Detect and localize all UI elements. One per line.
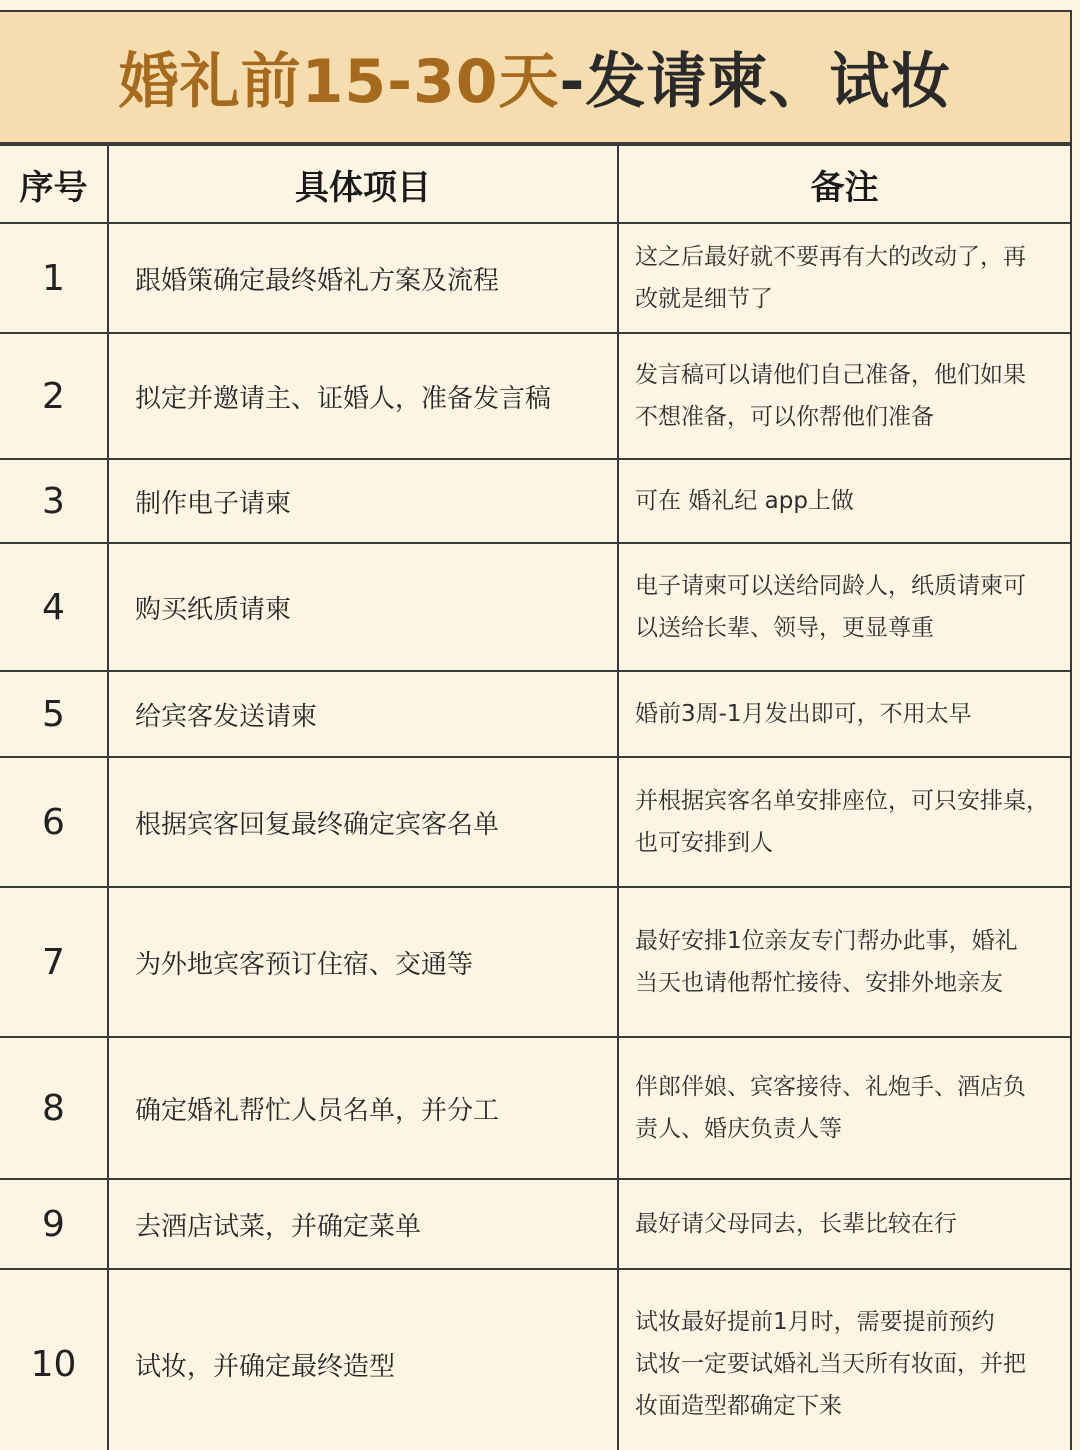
row-number: 5 bbox=[0, 671, 108, 757]
table-row bbox=[0, 223, 1070, 333]
note-line: 试妆最好提前1月时，需要提前预约 bbox=[635, 1309, 995, 1335]
row-number: 8 bbox=[0, 1037, 108, 1179]
table-row bbox=[0, 887, 1070, 1037]
note-line: 以送给长辈、领导，更显尊重 bbox=[635, 615, 934, 641]
note-line: 这之后最好就不要再有大的改动了，再 bbox=[635, 244, 1026, 270]
row-note bbox=[618, 887, 1070, 1037]
table-row bbox=[0, 543, 1070, 671]
row-note bbox=[618, 543, 1070, 671]
note-line: 妆面造型都确定下来 bbox=[635, 1393, 842, 1419]
row-item: 去酒店试菜，并确定菜单 bbox=[108, 1179, 618, 1269]
note-line: 婚前3周-1月发出即可，不用太早 bbox=[635, 701, 972, 727]
row-note bbox=[618, 1037, 1070, 1179]
table-row bbox=[0, 757, 1070, 887]
header-no: 序号 bbox=[0, 145, 108, 223]
table-row bbox=[0, 1269, 1070, 1450]
row-number: 6 bbox=[0, 757, 108, 887]
table-row bbox=[0, 1037, 1070, 1179]
row-item: 确定婚礼帮忙人员名单，并分工 bbox=[108, 1037, 618, 1179]
row-number: 2 bbox=[0, 333, 108, 459]
note-line: 并根据宾客名单安排座位，可只安排桌， bbox=[635, 788, 1049, 814]
row-item: 试妆，并确定最终造型 bbox=[108, 1269, 618, 1450]
table-row bbox=[0, 671, 1070, 757]
note-line: 伴郎伴娘、宾客接待、礼炮手、酒店负 bbox=[635, 1074, 1026, 1100]
checklist-frame bbox=[0, 10, 1072, 1450]
row-number: 10 bbox=[0, 1269, 108, 1450]
note-line: 发言稿可以请他们自己准备，他们如果 bbox=[635, 362, 1026, 388]
note-line: 改就是细节了 bbox=[635, 286, 773, 312]
row-number: 1 bbox=[0, 223, 108, 333]
note-line: 最好安排1位亲友专门帮办此事，婚礼 bbox=[635, 928, 1018, 954]
row-item: 根据宾客回复最终确定宾客名单 bbox=[108, 757, 618, 887]
title-suffix: -发请柬、试妆 bbox=[559, 47, 952, 117]
row-note bbox=[618, 671, 1070, 757]
note-line: 电子请柬可以送给同龄人，纸质请柬可 bbox=[635, 573, 1026, 599]
row-note bbox=[618, 223, 1070, 333]
row-note bbox=[618, 757, 1070, 887]
note-line: 也可安排到人 bbox=[635, 830, 773, 856]
table-row bbox=[0, 459, 1070, 543]
row-item: 制作电子请柬 bbox=[108, 459, 618, 543]
note-line: 不想准备，可以你帮他们准备 bbox=[635, 404, 934, 430]
header-note: 备注 bbox=[618, 145, 1070, 223]
row-number: 3 bbox=[0, 459, 108, 543]
row-number: 4 bbox=[0, 543, 108, 671]
row-item: 给宾客发送请柬 bbox=[108, 671, 618, 757]
row-note bbox=[618, 459, 1070, 543]
row-note bbox=[618, 333, 1070, 459]
row-number: 9 bbox=[0, 1179, 108, 1269]
row-note bbox=[618, 1179, 1070, 1269]
page-title bbox=[119, 34, 952, 120]
table-row bbox=[0, 1179, 1070, 1269]
row-item: 为外地宾客预订住宿、交通等 bbox=[108, 887, 618, 1037]
title-prefix: 婚礼前15-30天 bbox=[118, 47, 560, 117]
row-item: 拟定并邀请主、证婚人，准备发言稿 bbox=[108, 333, 618, 459]
title-bar bbox=[0, 12, 1070, 144]
row-number: 7 bbox=[0, 887, 108, 1037]
table-row bbox=[0, 333, 1070, 459]
row-item: 跟婚策确定最终婚礼方案及流程 bbox=[108, 223, 618, 333]
table-header-row bbox=[0, 145, 1070, 223]
note-line: 责人、婚庆负责人等 bbox=[635, 1116, 842, 1142]
row-note bbox=[618, 1269, 1070, 1450]
note-line: 当天也请他帮忙接待、安排外地亲友 bbox=[635, 970, 1003, 996]
checklist-table bbox=[0, 144, 1070, 1450]
header-item: 具体项目 bbox=[108, 145, 618, 223]
note-line: 试妆一定要试婚礼当天所有妆面，并把 bbox=[635, 1351, 1026, 1377]
note-line: 可在 婚礼纪 app上做 bbox=[635, 488, 854, 514]
row-item: 购买纸质请柬 bbox=[108, 543, 618, 671]
note-line: 最好请父母同去，长辈比较在行 bbox=[635, 1211, 957, 1237]
